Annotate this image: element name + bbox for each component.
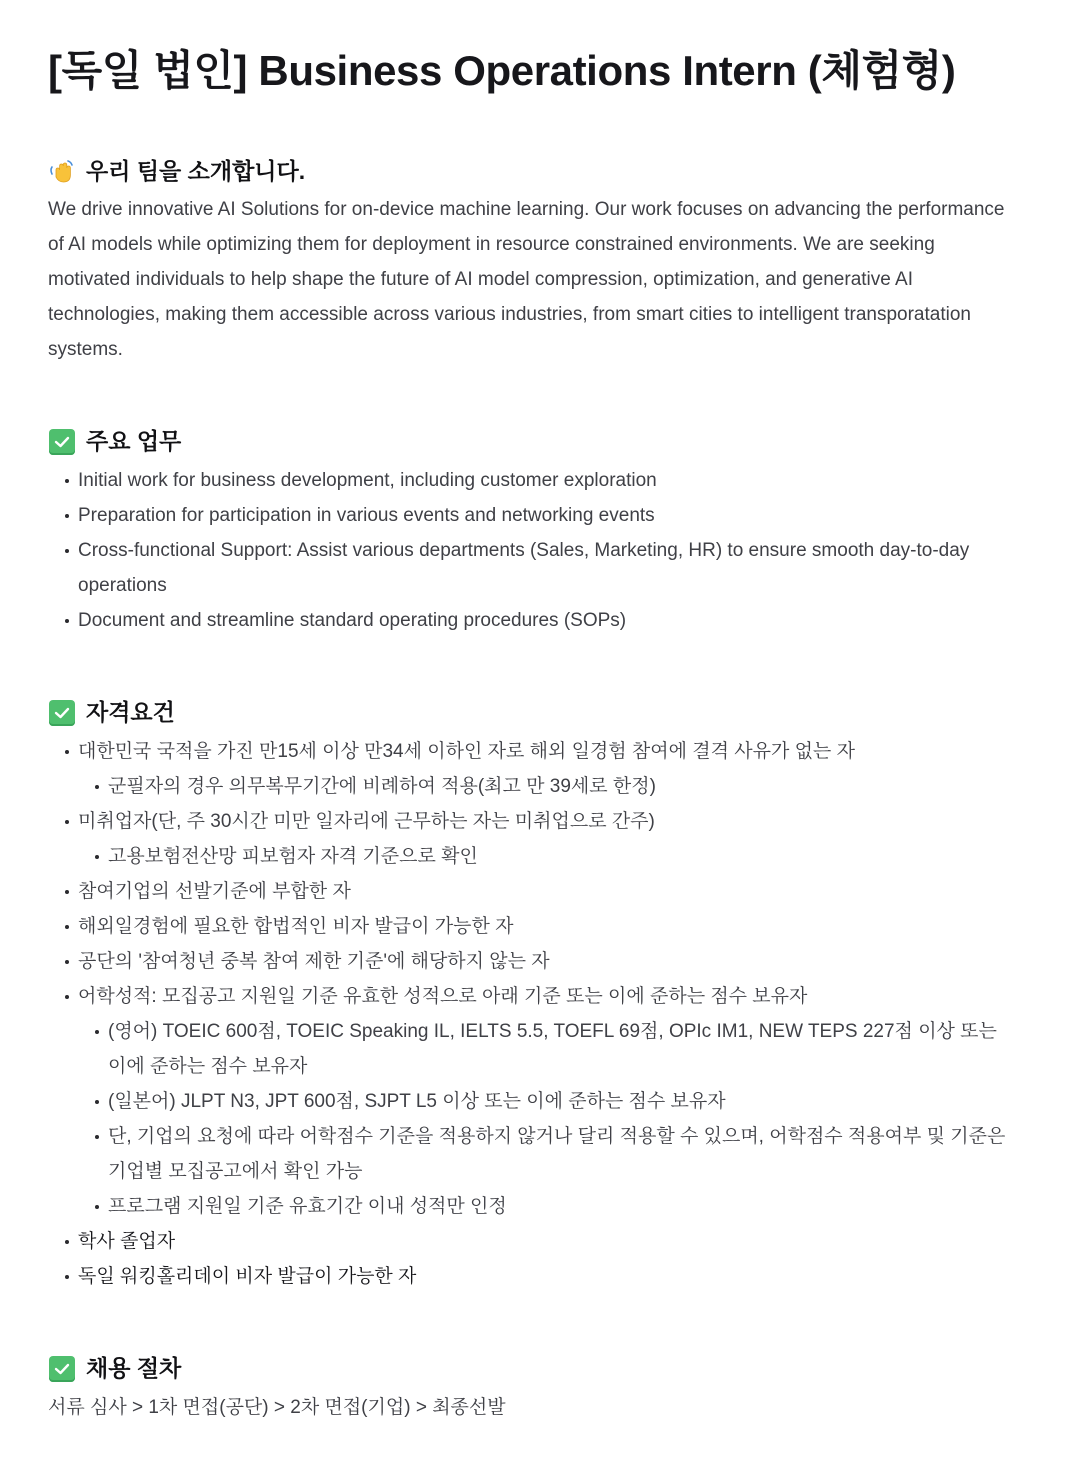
waving-hand-icon [48, 158, 76, 186]
team-description: We drive innovative AI Solutions for on-device machine learning. Our work focuses on advancing the performance of AI models while optimizing them for deployment in resource constrained environments. We are seeking motivated individuals to help shape the future of AI model compression, optimization, and generative AI technologies, making them accessible across various industries, from smart cities to intelligent transporatation systems. [48, 199, 1005, 361]
list-item: Preparation for participation in various events and networking events [48, 498, 1017, 533]
qualifications-list [48, 734, 1017, 1294]
page-title: [독일 법인] Business Operations Intern (체험형) [48, 47, 956, 94]
section-team-intro [48, 157, 1017, 368]
sub-list-item: 단, 기업의 요청에 따라 어학점수 기준을 적용하지 않거나 달리 적용할 수 있으며, 어학점수 적용여부 및 기준은 기업별 모집공고에서 확인 가능 [48, 1119, 1017, 1189]
list-item: Cross-functional Support: Assist various departments (Sales, Marketing, HR) to ensure smooth day-to-day operations [48, 533, 1017, 603]
section-qualifications [48, 698, 1017, 1294]
check-mark-button-icon [48, 428, 76, 456]
list-item: Initial work for business development, including customer exploration [48, 463, 1017, 498]
sub-list-item: 고용보험전산망 피보험자 자격 기준으로 확인 [48, 839, 1017, 874]
list-item: 미취업자(단, 주 30시간 미만 일자리에 근무하는 자는 미취업으로 간주) [48, 804, 1017, 839]
list-item: 어학성적: 모집공고 지원일 기준 유효한 성적으로 아래 기준 또는 이에 준하는 점수 보유자 [48, 979, 1017, 1014]
list-item: 해외일경험에 필요한 합법적인 비자 발급이 가능한 자 [48, 909, 1017, 944]
list-item: 독일 워킹홀리데이 비자 발급이 가능한 자 [48, 1259, 1017, 1294]
check-mark-button-icon [48, 1355, 76, 1383]
section-heading-text: 주요 업무 [86, 428, 182, 455]
list-item: 참여기업의 선발기준에 부합한 자 [48, 874, 1017, 909]
list-item: Document and streamline standard operating procedures (SOPs) [48, 603, 1017, 638]
section-heading [48, 698, 1017, 728]
sub-list-item: 프로그램 지원일 기준 유효기간 이내 성적만 인정 [48, 1189, 1017, 1224]
section-heading-text: 자격요건 [86, 699, 175, 726]
section-hiring-process [48, 1354, 1017, 1425]
sub-list-item: 군필자의 경우 의무복무기간에 비례하여 적용(최고 만 39세로 한정) [48, 769, 1017, 804]
section-heading [48, 1354, 1017, 1384]
section-heading [48, 427, 1017, 457]
section-heading-text: 우리 팀을 소개합니다. [86, 157, 306, 184]
sub-list-item: (일본어) JLPT N3, JPT 600점, SJPT L5 이상 또는 이에 준하는 점수 보유자 [48, 1084, 1017, 1119]
section-main-duties [48, 427, 1017, 638]
check-mark-button-icon [48, 699, 76, 727]
sub-list-item: (영어) TOEIC 600점, TOEIC Speaking IL, IELTS 5.5, TOEFL 69점, OPIc IM1, NEW TEPS 227점 이상 또는 이에 준하는 점수 보유자 [48, 1014, 1017, 1084]
list-item: 공단의 '참여청년 중복 참여 제한 기준'에 해당하지 않는 자 [48, 944, 1017, 979]
hiring-process-steps: 서류 심사 > 1차 면접(공단) > 2차 면접(기업) > 최종선발 [48, 1397, 506, 1419]
duties-list [48, 463, 1017, 638]
list-item: 대한민국 국적을 가진 만15세 이상 만34세 이하인 자로 해외 일경험 참여에 결격 사유가 없는 자 [48, 734, 1017, 769]
section-heading-text: 채용 절차 [86, 1355, 182, 1382]
list-item: 학사 졸업자 [48, 1224, 1017, 1259]
section-heading [48, 157, 1017, 187]
